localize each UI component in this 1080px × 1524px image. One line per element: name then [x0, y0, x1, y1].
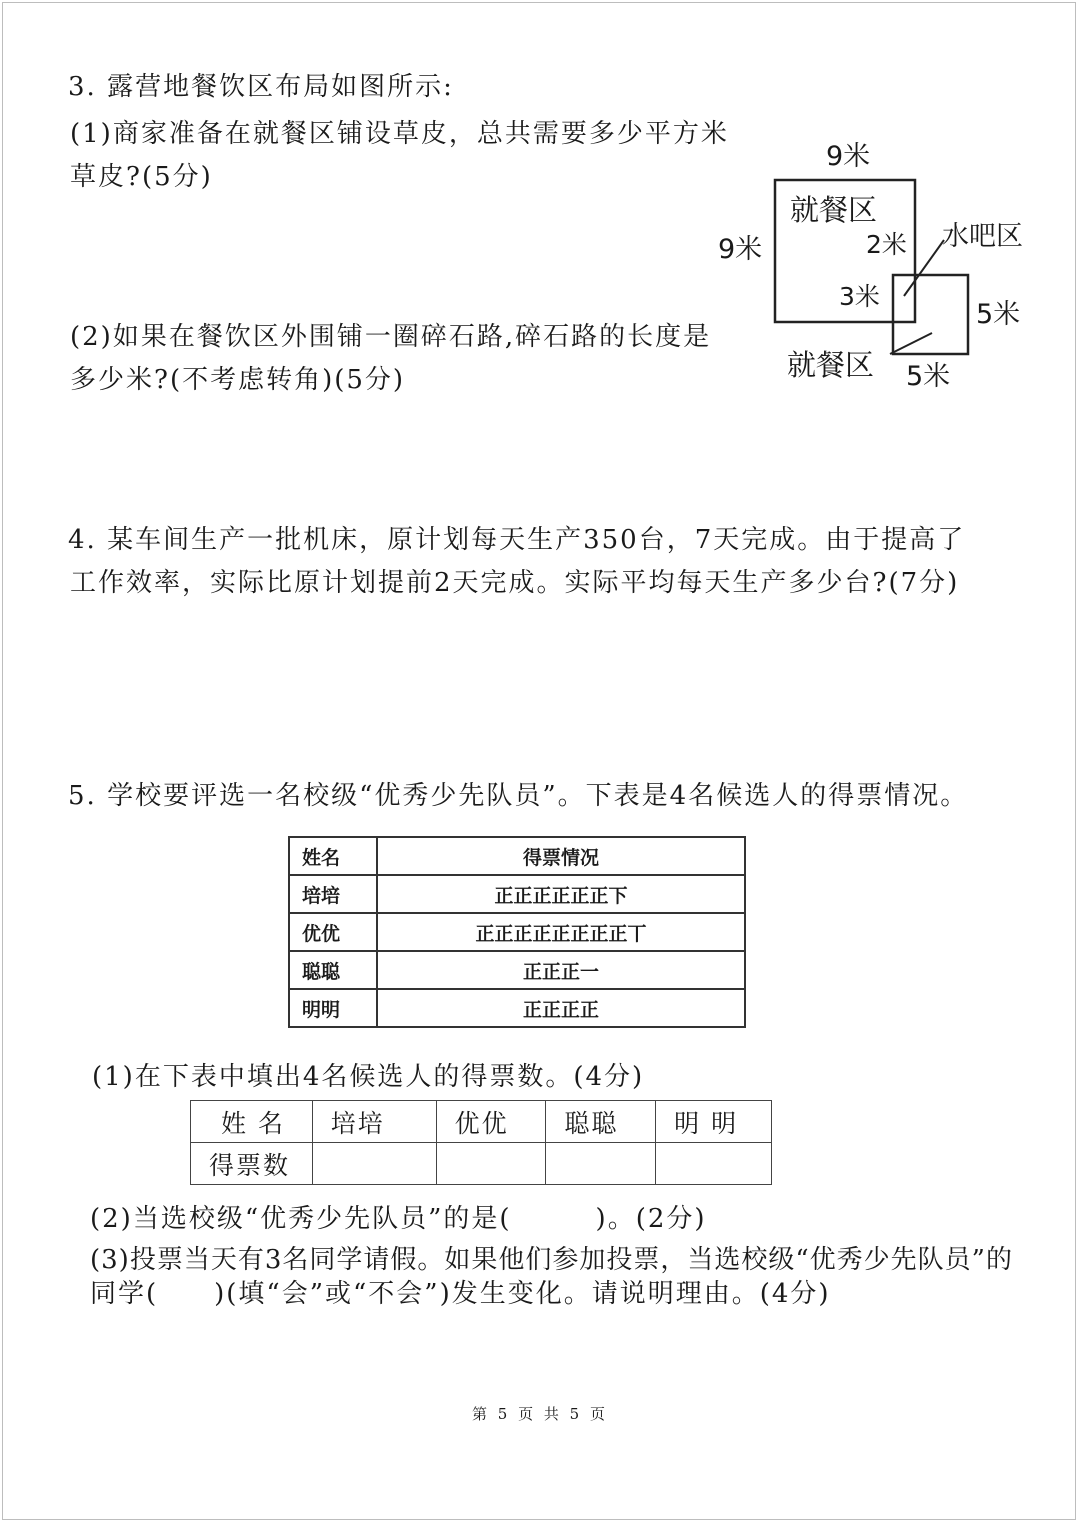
- fill-header-name: 姓 名: [191, 1101, 313, 1143]
- q5-part3-line2: 同学( )(填“会”或“不会”)发生变化。请说明理由。(4分): [90, 1279, 831, 1309]
- fill-header-candidate: 培培: [312, 1101, 436, 1143]
- tally-header-votes: 得票情况: [377, 837, 745, 875]
- tally-name: 聪聪: [289, 951, 377, 989]
- q3-part1-line1: (1)商家准备在就餐区铺设草皮，总共需要多少平方米: [70, 119, 729, 149]
- label-top-width: 9米: [826, 141, 871, 172]
- tally-marks: 正正正正正正下: [377, 875, 745, 913]
- q5-title: 5. 学校要评选一名校级“优秀少先队员”。下表是4名候选人的得票情况。: [68, 781, 969, 811]
- fill-header-candidate: 优优: [436, 1101, 546, 1143]
- table-row: [289, 951, 745, 989]
- label-dining-area-2: 就餐区: [787, 348, 875, 382]
- vote-count-answer-row: [191, 1143, 772, 1185]
- diagram-shapes: [700, 140, 1060, 400]
- label-small-height: 5米: [976, 299, 1021, 330]
- label-small-width: 5米: [906, 361, 951, 392]
- table-row: [289, 989, 745, 1027]
- q5-part2: (2)当选校级“优秀少先队员”的是( )。(2分): [90, 1204, 707, 1234]
- q4-line1: 4. 某车间生产一批机床，原计划每天生产350台，7天完成。由于提高了: [68, 525, 966, 555]
- water-bar-pointer: [904, 240, 944, 296]
- tally-marks: 正正正正正正正正丅: [377, 913, 745, 951]
- tally-name: 明明: [289, 989, 377, 1027]
- tally-table: [288, 836, 746, 1028]
- tally-header-name: 姓名: [289, 837, 377, 875]
- tally-marks: 正正正一: [377, 951, 745, 989]
- label-water-bar: 水吧区: [942, 221, 1023, 252]
- vote-count-header-row: [191, 1101, 772, 1143]
- tally-marks: 正正正正: [377, 989, 745, 1027]
- q4-line2: 工作效率，实际比原计划提前2天完成。实际平均每天生产多少台?(7分): [70, 568, 960, 598]
- answer-cell[interactable]: [656, 1143, 772, 1185]
- label-dining-area-1: 就餐区: [790, 193, 878, 227]
- fill-header-candidate: 聪聪: [546, 1101, 656, 1143]
- label-overlap-height: 3米: [839, 282, 880, 311]
- q5-part1: (1)在下表中填出4名候选人的得票数。(4分): [92, 1062, 645, 1092]
- tally-name: 培培: [289, 875, 377, 913]
- label-left-height: 9米: [718, 234, 763, 265]
- q3-part2-line1: (2)如果在餐饮区外围铺一圈碎石路,碎石路的长度是: [70, 322, 712, 352]
- table-row: [289, 875, 745, 913]
- q3-part1-line2: 草皮?(5分): [70, 162, 213, 192]
- answer-cell[interactable]: [436, 1143, 546, 1185]
- layout-diagram: [700, 140, 1060, 400]
- answer-cell[interactable]: [546, 1143, 656, 1185]
- fill-header-candidate: 明 明: [656, 1101, 772, 1143]
- vote-count-table: [190, 1100, 772, 1185]
- q5-part3-line1: (3)投票当天有3名同学请假。如果他们参加投票，当选校级“优秀少先队员”的: [90, 1245, 1013, 1275]
- fill-row-label: 得票数: [191, 1143, 313, 1185]
- table-row: [289, 913, 745, 951]
- tally-header-row: [289, 837, 745, 875]
- q3-title: 3. 露营地餐饮区布局如图所示:: [68, 72, 454, 102]
- answer-cell[interactable]: [312, 1143, 436, 1185]
- q3-part2-line2: 多少米?(不考虑转角)(5分): [70, 365, 406, 395]
- dining-pointer: [890, 333, 932, 354]
- page-footer: 第 5 页 共 5 页: [472, 1405, 608, 1423]
- label-overlap-width: 2米: [866, 230, 907, 259]
- small-dining-rect: [893, 275, 968, 354]
- tally-name: 优优: [289, 913, 377, 951]
